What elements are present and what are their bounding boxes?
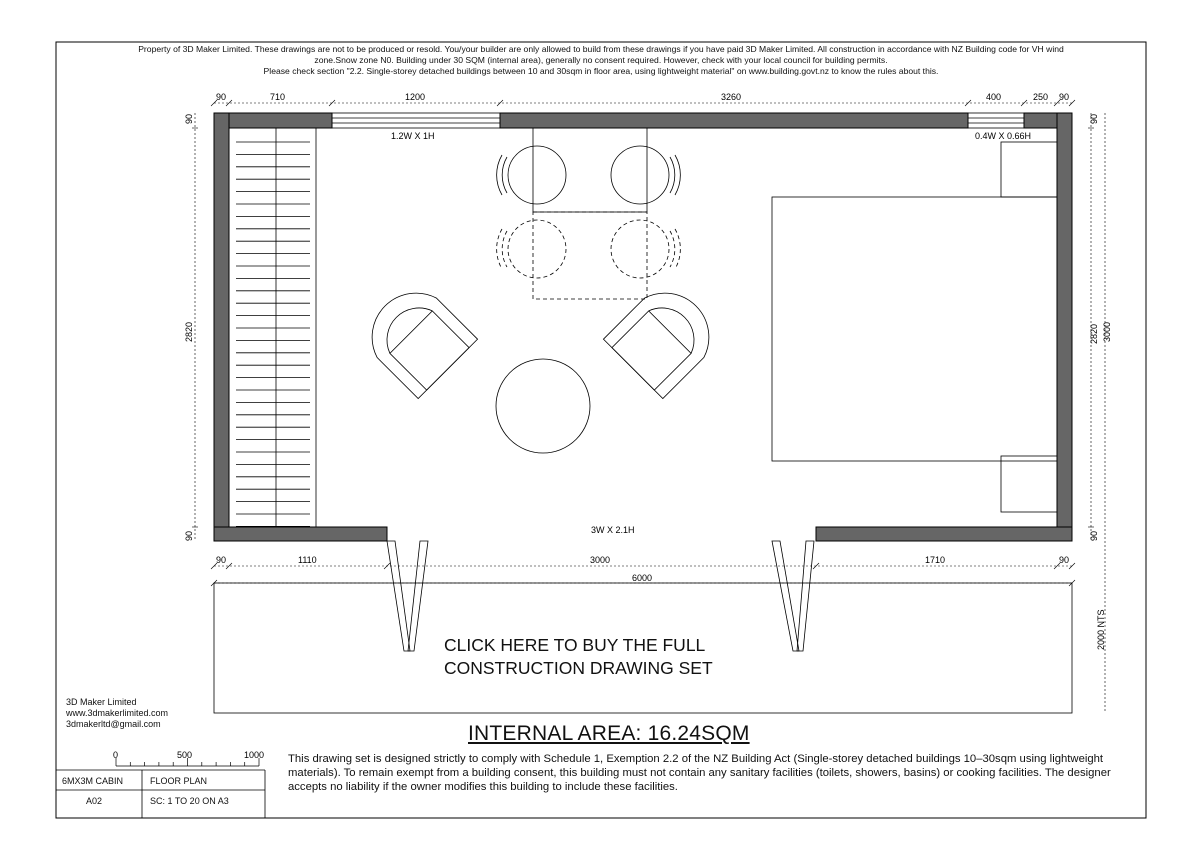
window-left xyxy=(332,113,500,128)
bedside-table-bottom xyxy=(1001,456,1057,512)
cta-line-2: CONSTRUCTION DRAWING SET xyxy=(444,658,713,678)
title-block-number: A02 xyxy=(86,796,103,806)
left-wall xyxy=(214,113,229,541)
dim-bottom-total: 6000 xyxy=(632,573,653,583)
header-line-1: Property of 3D Maker Limited. These drawings are not to be produced or resold. You/your builder are only allowed to build from these drawings if you have paid 3D Maker Limited. All construction in accordance with NZ Building code for VH wind xyxy=(138,44,1064,54)
top-wall-left-segment xyxy=(214,113,332,128)
dim-bottom-3: 3000 xyxy=(590,555,611,565)
dim-left-2: 2820 xyxy=(184,321,194,342)
dim-left-3: 90 xyxy=(184,530,194,541)
window-left-label: 1.2W X 1H xyxy=(391,131,435,141)
dim-bottom-2: 1110 xyxy=(298,555,317,565)
dim-bottom-1: 90 xyxy=(216,555,227,565)
right-wall xyxy=(1057,113,1072,541)
shelving-unit xyxy=(229,128,316,527)
bedside-table-top xyxy=(1001,142,1057,197)
compliance-note: This drawing set is designed strictly to comply with Schedule 1, Exemption 2.2 of the NZ Building Act (Single-storey detached buildings 10–30sqm using lightweight materials). To remain exempt from a building consent, this building must not contain any sanitary facilities (toilets, showers, basins) or cooking facilities. The designer accepts no liability if the owner modifies this building to include these facilities. xyxy=(288,753,1111,793)
chair-bottom-left xyxy=(508,220,566,278)
dim-bottom-5: 90 xyxy=(1059,555,1070,565)
dimension-top xyxy=(211,100,1075,106)
buy-drawing-set-link[interactable] xyxy=(444,634,713,680)
dim-top-5: 400 xyxy=(986,92,1002,102)
dim-top-6: 250 xyxy=(1033,92,1049,102)
dim-right-2: 2820 xyxy=(1089,323,1099,344)
chair-bottom-right xyxy=(611,220,669,278)
dim-left-1: 90 xyxy=(184,113,194,124)
scale-tick-0: 0 xyxy=(113,750,119,760)
dim-right-total: 3000 xyxy=(1102,321,1112,342)
dim-top-2: 710 xyxy=(270,92,286,102)
company-website: www.3dmakerlimited.com xyxy=(66,708,169,718)
dim-top-7: 90 xyxy=(1059,92,1070,102)
chair-top-right xyxy=(611,146,669,204)
window-right-label: 0.4W X 0.66H xyxy=(975,131,1032,141)
company-name: 3D Maker Limited xyxy=(66,697,137,707)
scale-tick-500: 500 xyxy=(177,750,193,760)
door-label: 3W X 2.1H xyxy=(591,525,635,535)
dim-deck-depth: 2000 NTS xyxy=(1096,609,1106,650)
dining-table-extension xyxy=(533,212,647,299)
dimension-tick xyxy=(384,563,390,569)
bed xyxy=(772,142,1057,512)
internal-area-title: INTERNAL AREA: 16.24SQM xyxy=(468,722,750,745)
bottom-wall-right-segment xyxy=(816,527,1072,541)
header-line-3: Please check section "2.2. Single-storey detached buildings between 10 and 30sqm in floor area, using lightweight material" on www.building.govt.nz to know the rules about this. xyxy=(263,66,939,76)
title-block-project: 6MX3M CABIN xyxy=(62,776,124,786)
dimension-tick xyxy=(1069,100,1075,106)
top-wall-middle-segment xyxy=(500,113,968,128)
dim-right-1: 90 xyxy=(1089,113,1099,124)
header-line-2: zone.Snow zone N0. Building under 30 SQM (internal area), generally no consent required. However, check with your local council for building permits. xyxy=(314,55,888,65)
armchair-right xyxy=(603,276,725,398)
dim-right-3: 90 xyxy=(1089,530,1099,541)
dining-table-set xyxy=(497,128,681,299)
title-block-drawing: FLOOR PLAN xyxy=(150,776,208,786)
cta-line-1: CLICK HERE TO BUY THE FULL xyxy=(444,635,706,655)
dim-top-1: 90 xyxy=(216,92,227,102)
dining-table xyxy=(533,128,647,212)
dim-bottom-4: 1710 xyxy=(925,555,946,565)
walls xyxy=(214,113,1072,541)
dim-top-3: 1200 xyxy=(405,92,426,102)
company-info xyxy=(66,697,168,730)
dim-top-4: 3260 xyxy=(721,92,742,102)
dimension-tick xyxy=(1069,563,1075,569)
title-block-scale: SC: 1 TO 20 ON A3 xyxy=(150,796,229,806)
chair-top-left xyxy=(508,146,566,204)
scale-tick-1000: 1000 xyxy=(244,750,265,760)
bottom-wall-left-segment xyxy=(214,527,387,541)
armchair-left xyxy=(355,276,477,398)
window-right xyxy=(968,113,1024,128)
coffee-table xyxy=(496,359,590,453)
company-email: 3dmakerltd@gmail.com xyxy=(66,719,161,729)
